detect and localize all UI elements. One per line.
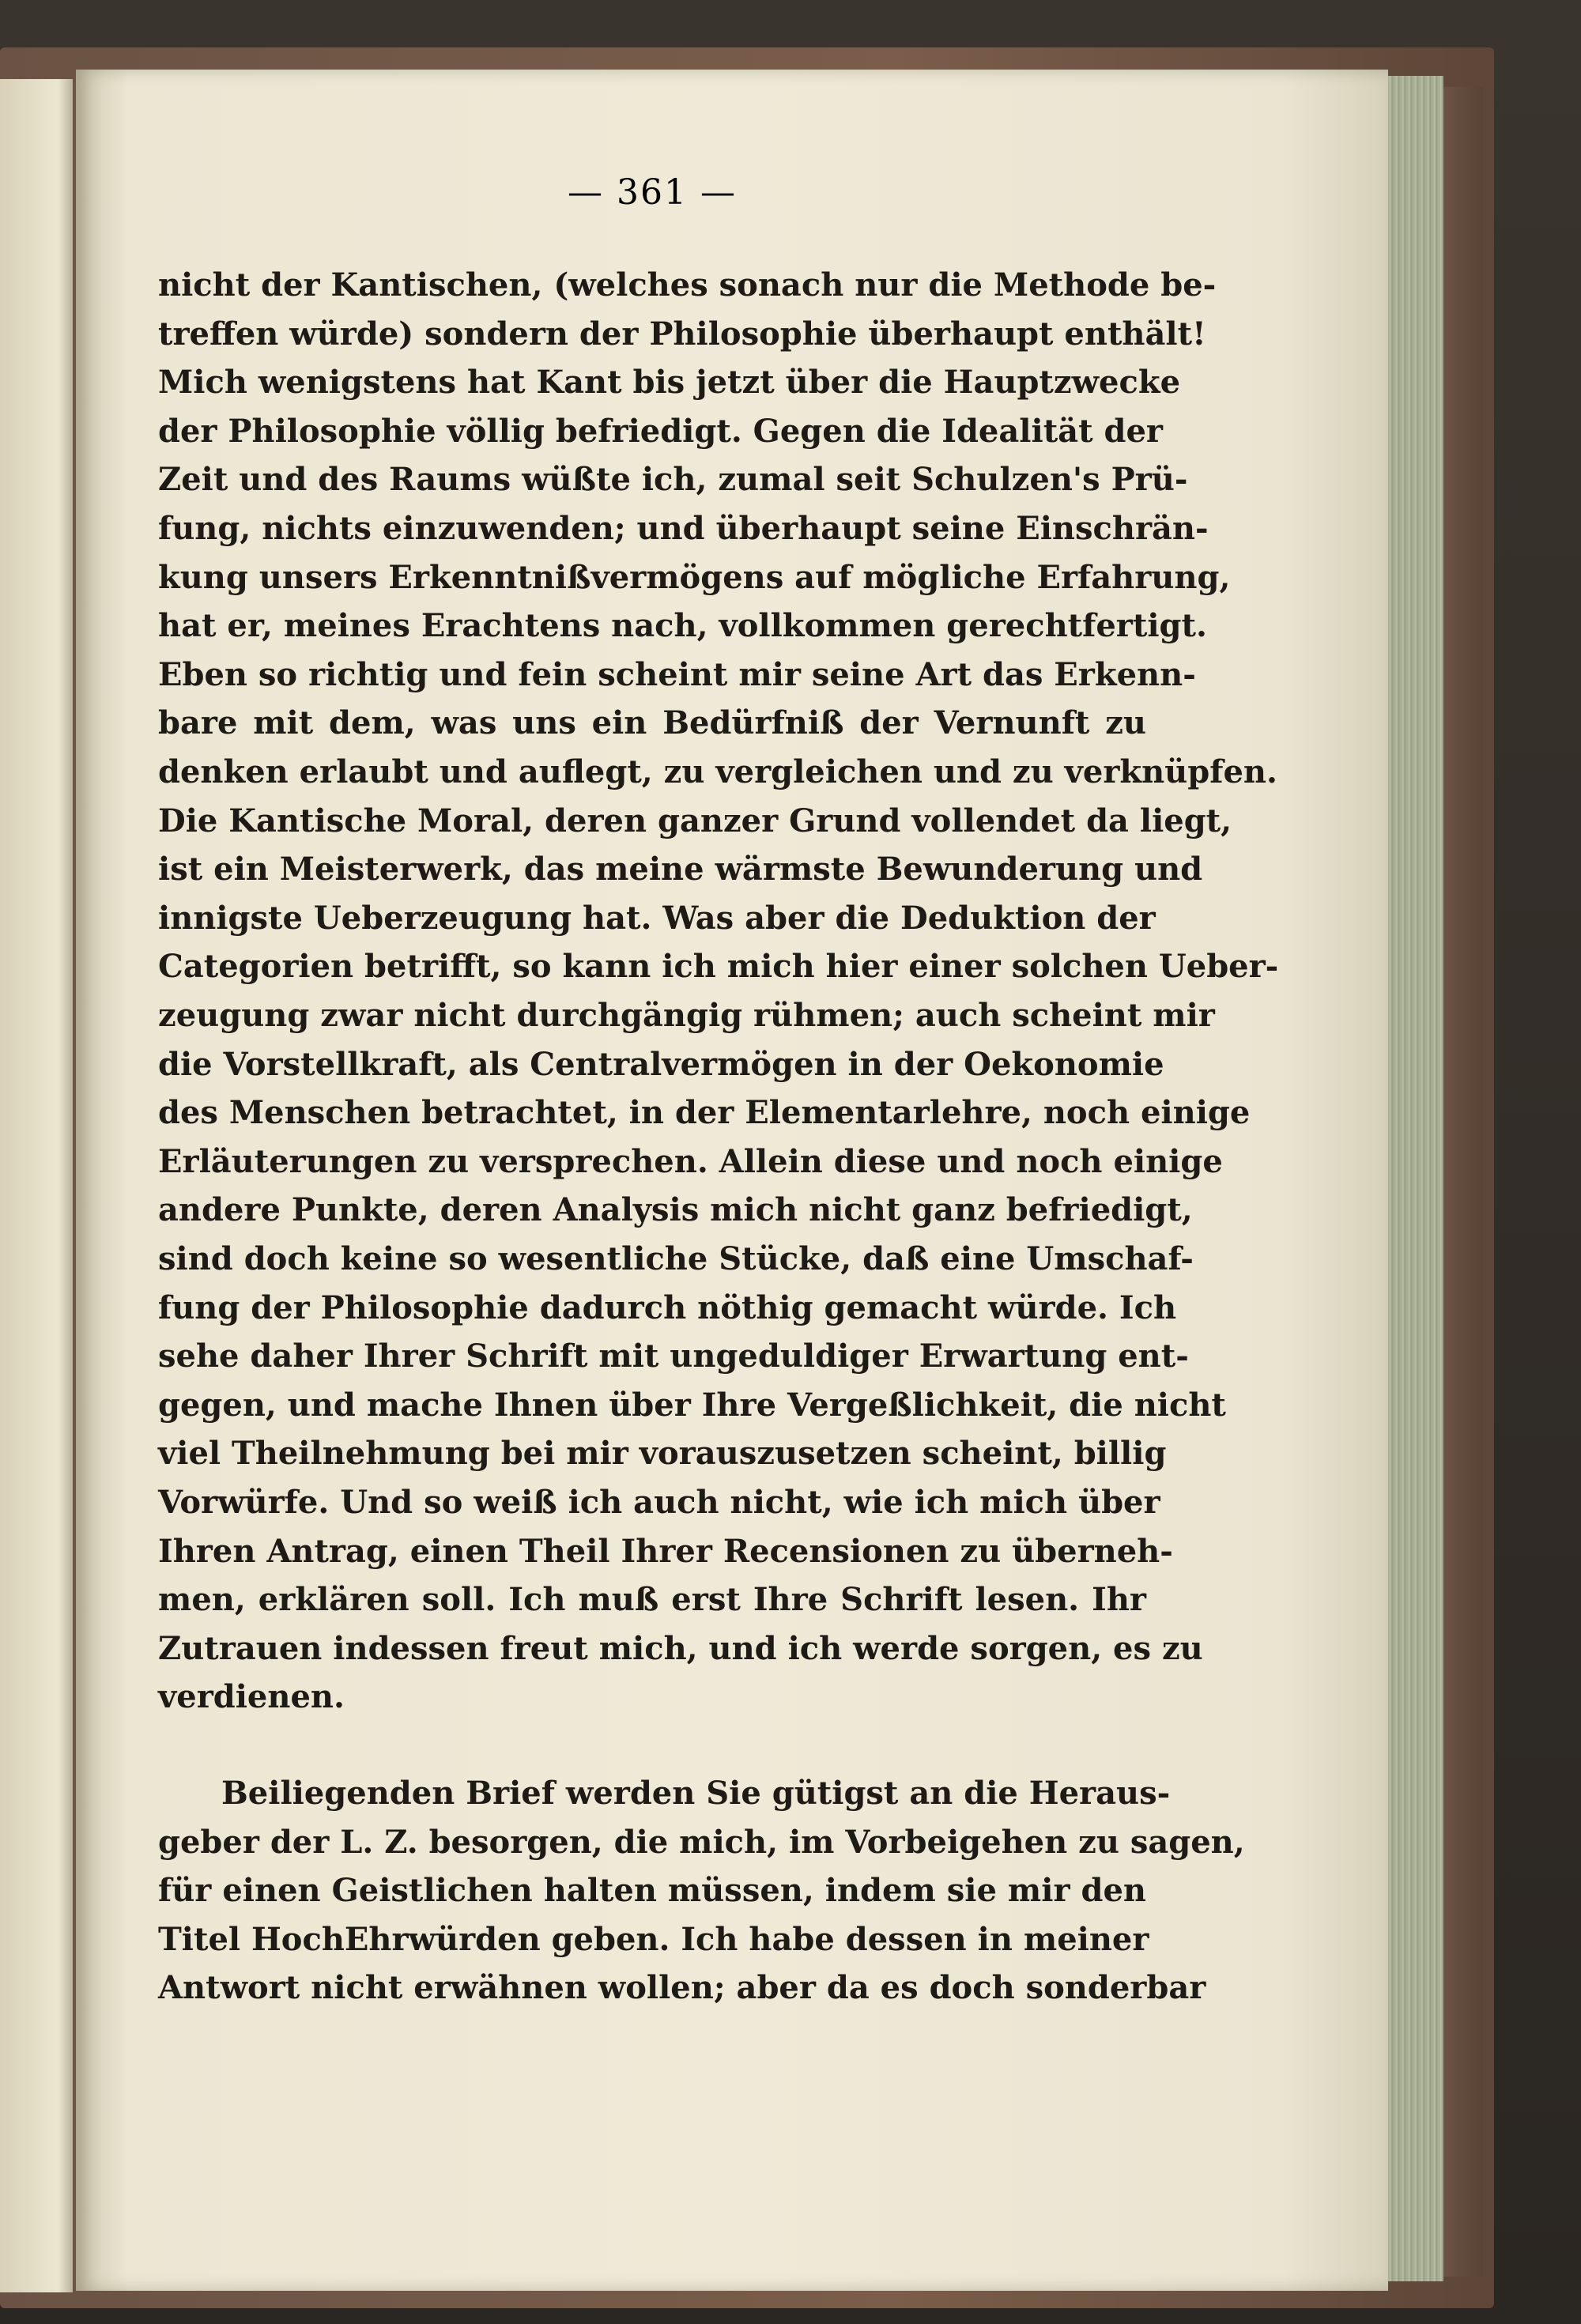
text-line: Antwort nicht erwähnen wollen; aber da es doch sonderbar xyxy=(158,1969,1206,2007)
text-line: bare mit dem, was uns ein Bedürfniß der Vernunft zu xyxy=(158,704,1146,742)
text-line: Ihren Antrag, einen Theil Ihrer Recensionen zu überneh- xyxy=(158,1532,1173,1570)
text-line: Categorien betrifft, so kann ich mich hier einer solchen Ueber- xyxy=(158,948,1279,986)
text-line: hat er, meines Erachtens nach, vollkommen gerechtfertigt. xyxy=(158,607,1207,645)
text-line: innigste Ueberzeugung hat. Was aber die Deduktion der xyxy=(158,899,1156,937)
text-line: men, erklären soll. Ich muß erst Ihre Schrift lesen. Ihr xyxy=(158,1581,1146,1619)
text-line: geber der L. Z. besorgen, die mich, im Vorbeigehen zu sagen, xyxy=(158,1823,1245,1861)
text-line: denken erlaubt und auflegt, zu vergleichen und zu verknüpfen. xyxy=(158,753,1277,790)
text-line: Erläuterungen zu versprechen. Allein diese und noch einige xyxy=(158,1142,1223,1180)
cover-edge xyxy=(1443,87,1483,2277)
text-line: zeugung zwar nicht durchgängig rühmen; auch scheint mir xyxy=(158,997,1215,1034)
text-line: treffen würde) sondern der Philosophie überhaupt enthält! xyxy=(158,315,1206,353)
text-line: die Vorstellkraft, als Centralvermögen in der Oekonomie xyxy=(158,1045,1164,1083)
text-line: fung, nichts einzuwenden; und überhaupt seine Einschrän- xyxy=(158,510,1209,547)
text-line: andere Punkte, deren Analysis mich nicht ganz befriedigt, xyxy=(158,1191,1193,1229)
text-line: Beiliegenden Brief werden Sie gütigst an die Heraus- xyxy=(221,1775,1171,1812)
left-page-edge xyxy=(0,79,73,2292)
page-number: — 361 — xyxy=(568,172,737,213)
text-line: Die Kantische Moral, deren ganzer Grund vollendet da liegt, xyxy=(158,802,1232,839)
text-line: gegen, und mache Ihnen über Ihre Vergeßlichkeit, die nicht xyxy=(158,1386,1226,1424)
page-block-edge xyxy=(1388,76,1443,2281)
text-line: fung der Philosophie dadurch nöthig gemacht würde. Ich xyxy=(158,1288,1177,1326)
text-line: viel Theilnehmung bei mir vorauszusetzen scheint, billig xyxy=(158,1435,1167,1473)
text-line: Mich wenigstens hat Kant bis jetzt über die Hauptzwecke xyxy=(158,364,1181,402)
text-line: ist ein Meisterwerk, das meine wärmste Bewunderung und xyxy=(158,851,1203,888)
text-line: für einen Geistlichen halten müssen, indem sie mir den xyxy=(158,1872,1146,1910)
text-line: Zutrauen indessen freut mich, und ich werde sorgen, es zu xyxy=(158,1629,1203,1667)
text-line: Vorwürfe. Und so weiß ich auch nicht, wie ich mich über xyxy=(158,1484,1160,1521)
text-line: Zeit und des Raums wüßte ich, zumal seit Schulzen's Prü- xyxy=(158,461,1188,499)
text-line: sind doch keine so wesentliche Stücke, daß eine Umschaf- xyxy=(158,1240,1194,1277)
text-line: kung unsers Erkenntnißvermögens auf mögliche Erfahrung, xyxy=(158,558,1231,596)
text-line: Eben so richtig und fein scheint mir seine Art das Erkenn- xyxy=(158,655,1196,693)
text-line: verdienen. xyxy=(158,1678,345,1716)
text-line: sehe daher Ihrer Schrift mit ungeduldiger Erwartung ent- xyxy=(158,1337,1189,1375)
text-line: der Philosophie völlig befriedigt. Gegen die Idealität der xyxy=(158,412,1163,450)
text-line: nicht der Kantischen, (welches sonach nur die Methode be- xyxy=(158,266,1217,304)
text-line: des Menschen betrachtet, in der Elementarlehre, noch einige xyxy=(158,1094,1251,1132)
text-line: Titel HochEhrwürden geben. Ich habe dessen in meiner xyxy=(158,1920,1149,1958)
